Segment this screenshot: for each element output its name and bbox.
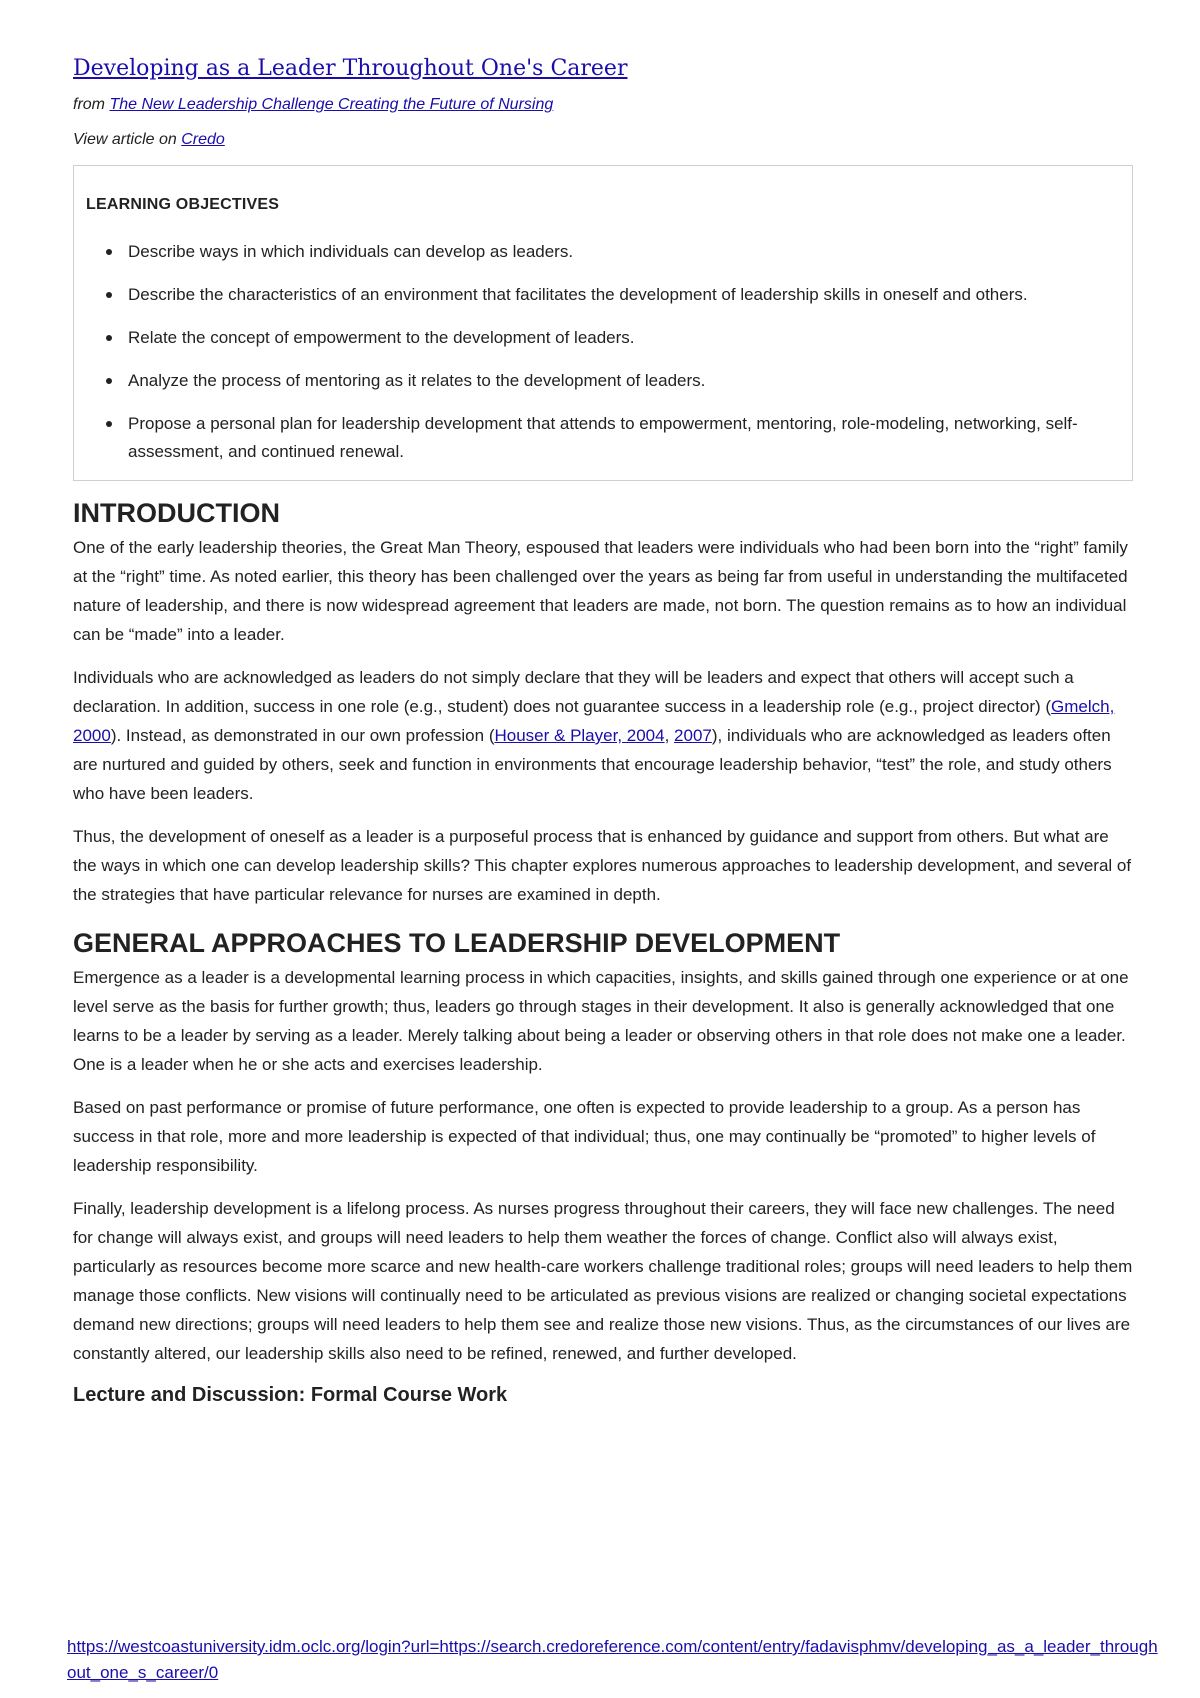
credo-link[interactable]: Credo (181, 131, 225, 148)
citation-gmelch-link[interactable]: Gmelch, 2000 (73, 697, 1115, 745)
introduction-heading: INTRODUCTION (73, 498, 280, 528)
article-title-link[interactable]: Developing as a Leader Throughout One's Career (73, 56, 628, 81)
list-item: Relate the concept of empowerment to the development of leaders. (126, 324, 1120, 352)
list-item: Describe ways in which individuals can develop as leaders. (126, 238, 1120, 266)
source-line (73, 94, 1133, 116)
objectives-heading: LEARNING OBJECTIVES (86, 196, 280, 213)
intro-p2-text-c: , (664, 726, 675, 745)
source-title-link[interactable]: The New Leadership Challenge Creating the Future of Nursing (109, 96, 554, 113)
lecture-subheading: Lecture and Discussion: Formal Course Work (73, 1384, 508, 1406)
general-paragraph-2: Based on past performance or promise of future performance, one often is expected to provide leadership to a group. As a person has success in that role, more and more leadership is expected of that individual; thus, one may continually be “promoted” to higher levels of leadership responsibility. (73, 1098, 1096, 1175)
intro-paragraph-1: One of the early leadership theories, the Great Man Theory, espoused that leaders were individuals who had been born into the “right” family at the “right” time. As noted earlier, this theory has been challenged over the years as being far from useful in understanding the multifaceted nature of leadership, and there is now widespread agreement that leaders are made, not born. The question remains as to how an individual can be “made” into a leader. (73, 538, 1128, 644)
view-label: View article on (73, 131, 177, 148)
general-paragraph-1: Emergence as a leader is a developmental learning process in which capacities, insights, and skills gained through one experience or at one level serve as the basis for further growth; thus, leaders go through stages in their development. It also is generally acknowledged that one learns to be a leader by serving as a leader. Merely talking about being a leader or observing others in that role does not make one a leader. One is a leader when he or she acts and exercises leadership. (73, 968, 1129, 1074)
list-item: Describe the characteristics of an environment that facilitates the development of leadership skills in oneself and others. (126, 281, 1120, 309)
intro-p2-text-b: ). Instead, as demonstrated in our own profession ( (110, 726, 495, 745)
article-title (73, 54, 1133, 84)
view-line (73, 129, 1133, 151)
intro-paragraph-2 (73, 663, 1133, 808)
learning-objectives-box (73, 165, 1133, 481)
list-item: Analyze the process of mentoring as it relates to the development of leaders. (126, 367, 1120, 395)
general-paragraph-3: Finally, leadership development is a lifelong process. As nurses progress throughout their careers, they will face new challenges. The need for change will always exist, and groups will need leaders to help them weather the forces of change. Conflict also will always exist, particularly as resources become more scarce and new health-care workers challenge traditional roles; groups will need leaders to help them manage those conflicts. New visions will continually need to be articulated as previous visions are realized or changing societal expectations demand new directions; groups will need leaders to help them see and realize those new visions. Thus, as the circumstances of our lives are constantly altered, our leadership skills also need to be refined, renewed, and further developed. (73, 1199, 1133, 1363)
list-item: Propose a personal plan for leadership development that attends to empowerment, mentoring, role-modeling, networking, self-assessment, and continued renewal. (126, 410, 1120, 466)
from-label: from (73, 96, 105, 113)
citation-2007-link[interactable]: 2007 (674, 726, 712, 745)
footer-url (67, 1634, 1167, 1686)
article-page (73, 48, 1133, 1408)
footer-url-link[interactable]: https://westcoastuniversity.idm.oclc.org/login?url=https://search.credoreference.com/content/entry/fadavisphmv/developing_as_a_leader_throughout_one_s_career/0 (67, 1637, 1158, 1682)
intro-p2-text-d: ), individuals who are acknowledged as leaders often are nurtured and guided by others, seek and function in environments that encourage leadership behavior, “test” the role, and study others who have been leaders. (73, 726, 1112, 803)
intro-p2-text-a: Individuals who are acknowledged as leaders do not simply declare that they will be leaders and expect that others will accept such a declaration. In addition, success in one role (e.g., student) does not guarantee success in a leadership role (e.g., project director) ( (73, 668, 1074, 716)
citation-houser-link[interactable]: Houser & Player, 2004 (494, 726, 665, 745)
general-approaches-heading: GENERAL APPROACHES TO LEADERSHIP DEVELOPMENT (73, 928, 841, 958)
objectives-list (86, 238, 1120, 466)
intro-paragraph-3: Thus, the development of oneself as a leader is a purposeful process that is enhanced by guidance and support from others. But what are the ways in which one can develop leadership skills? This chapter explores numerous approaches to leadership development, and several of the strategies that have particular relevance for nurses are examined in depth. (73, 827, 1132, 904)
